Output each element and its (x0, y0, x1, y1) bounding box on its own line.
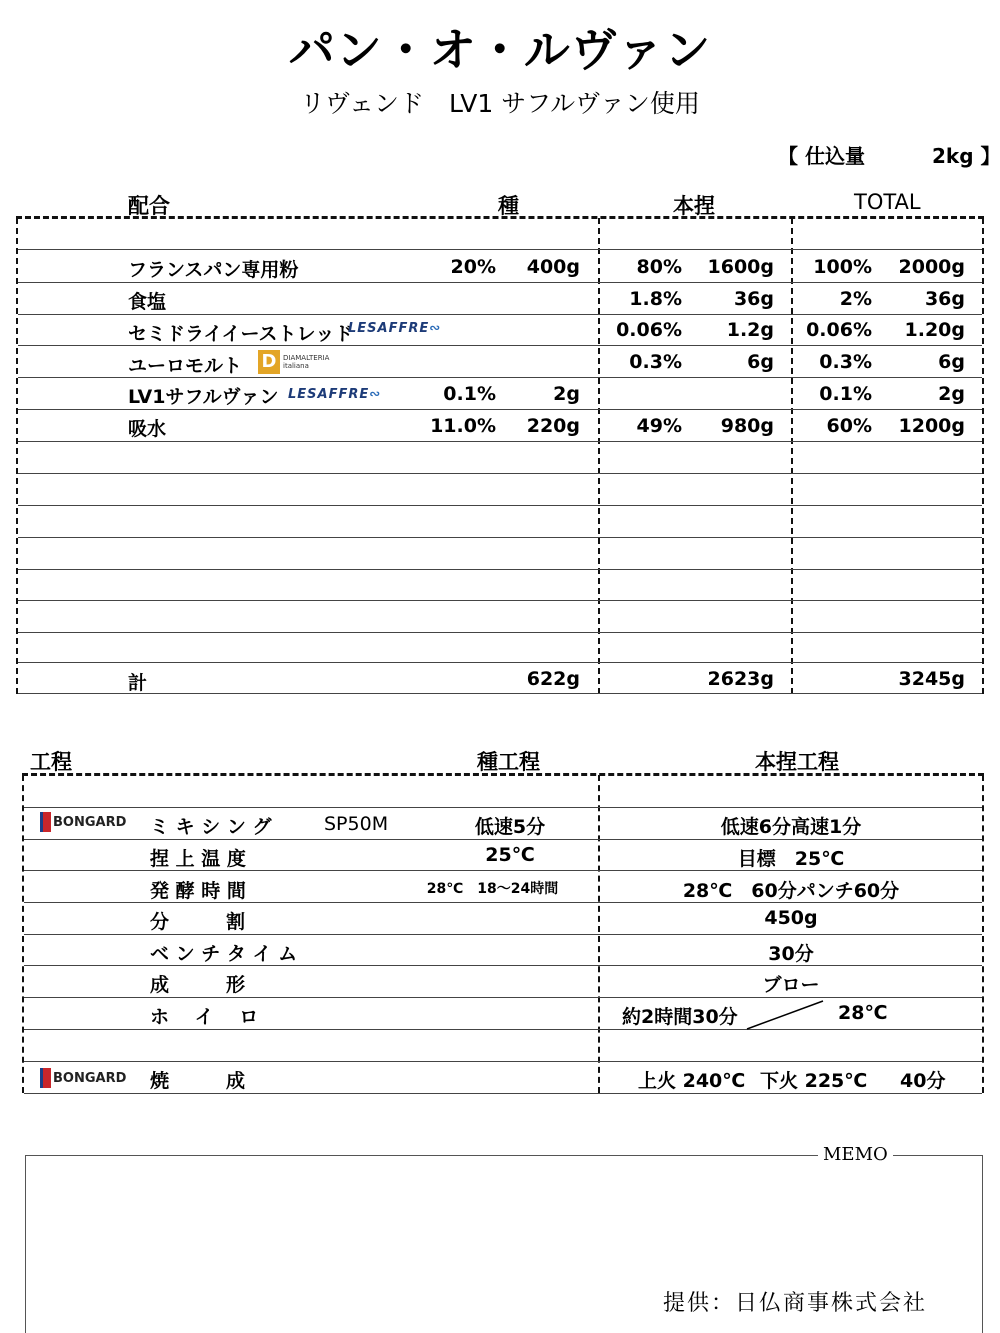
main-weight: 1.2g (726, 319, 774, 341)
starter-weight: 220g (526, 415, 580, 437)
starter-process: 25℃ (485, 844, 535, 866)
total-weight: 2000g (898, 256, 965, 278)
starter-process: 28℃ 18～24時間 (426, 881, 559, 897)
process-right-border (982, 775, 984, 1093)
formula-line (18, 569, 982, 570)
process-col-starter: 種工程 (477, 750, 540, 774)
process-line (24, 807, 982, 808)
bottom-heat: 下火 225℃ (760, 1070, 868, 1092)
total-weight: 36g (924, 288, 965, 310)
diamalteria-mark-icon: D (258, 350, 280, 374)
process-col-main: 本捏工程 (755, 750, 839, 774)
process-line (24, 1061, 982, 1062)
main-process: 目標 25℃ (737, 848, 845, 870)
starter-process: 低速5分 (474, 816, 546, 838)
starter-pct: 11.0% (430, 415, 496, 437)
step-name: 捏 上 温 度 (150, 848, 246, 870)
main-process: 450g (764, 907, 818, 929)
main-weight: 980g (720, 415, 774, 437)
formula-line (18, 600, 982, 601)
starter-weight: 400g (526, 256, 580, 278)
top-heat: 上火 240℃ (638, 1070, 746, 1092)
formula-line (18, 473, 982, 474)
formula-line (18, 505, 982, 506)
step-name: ミ キ シ ン グ (150, 816, 272, 838)
bongard-mark-icon (40, 1068, 51, 1088)
step-name: ホ イ ロ (150, 1006, 259, 1028)
ingredient-name: LV1サフルヴァン (128, 386, 279, 408)
total-pct: 60% (826, 415, 872, 437)
main-total: 2623g (707, 668, 774, 690)
batch-label: 【 仕込量 (778, 144, 865, 168)
lesaffre-logo: LESAFFRE∾ (288, 387, 382, 402)
provider-credit: 提供：日仏商事株式会社 (663, 1291, 928, 1316)
total-pct: 0.3% (819, 351, 872, 373)
process-line (24, 934, 982, 935)
lesaffre-logo: LESAFFRE∾ (348, 321, 442, 336)
ingredient-name: フランスパン専用粉 (128, 259, 299, 281)
formula-divider-1 (598, 218, 600, 694)
main-process: 低速6分高速1分 (720, 816, 862, 838)
formula-col-ingredient: 配合 (128, 194, 170, 218)
starter-weight: 2g (553, 383, 580, 405)
page-subtitle: リヴェンド LV1 サフルヴァン使用 (300, 89, 700, 118)
main-pct: 49% (636, 415, 682, 437)
process-line (24, 1093, 982, 1094)
formula-col-main: 本捏 (673, 194, 715, 218)
diamalteria-logo: D DIAMALTERIA italiana (258, 350, 329, 374)
formula-line (18, 632, 982, 633)
proof-temp: 28℃ (838, 1002, 888, 1024)
bongard-mark-icon (40, 812, 51, 832)
page-title: パン・オ・ルヴァン (288, 23, 712, 77)
starter-pct: 20% (450, 256, 496, 278)
formula-col-starter: 種 (498, 194, 519, 218)
proof-time: 約2時間30分 (622, 1006, 738, 1028)
grand-total: 3245g (898, 668, 965, 690)
formula-line (18, 249, 982, 250)
main-pct: 1.8% (629, 288, 682, 310)
main-weight: 36g (733, 288, 774, 310)
memo-label: MEMO (818, 1144, 893, 1165)
step-name: 分 割 (150, 911, 246, 933)
ingredient-name: セミドライイーストレッド (128, 323, 354, 345)
process-line (24, 997, 982, 998)
bongard-logo: BONGARD (40, 1068, 126, 1088)
totals-label: 計 (128, 672, 148, 694)
diagonal-divider (745, 998, 825, 1032)
total-weight: 6g (938, 351, 965, 373)
total-pct: 0.1% (819, 383, 872, 405)
process-line (24, 839, 982, 840)
main-pct: 0.06% (616, 319, 682, 341)
bongard-logo: BONGARD (40, 812, 126, 832)
ingredient-name: 吸水 (128, 418, 167, 440)
ingredient-name: 食塩 (128, 291, 167, 313)
starter-total: 622g (526, 668, 580, 690)
formula-col-total: TOTAL (854, 190, 921, 214)
formula-line (18, 662, 982, 663)
formula-divider-2 (791, 218, 793, 694)
formula-line (18, 409, 982, 410)
formula-line (18, 441, 982, 442)
formula-line (18, 537, 982, 538)
step-name: 発 酵 時 間 (150, 880, 246, 902)
process-top-border (22, 773, 984, 776)
total-pct: 0.06% (806, 319, 872, 341)
formula-line (18, 314, 982, 315)
ingredient-name: ユーロモルト (128, 355, 243, 377)
main-weight: 6g (747, 351, 774, 373)
main-weight: 1600g (707, 256, 774, 278)
main-process: 30分 (768, 943, 814, 965)
process-col-step: 工程 (30, 750, 72, 774)
total-weight: 1.20g (904, 319, 965, 341)
process-line (24, 1029, 982, 1030)
main-pct: 0.3% (629, 351, 682, 373)
total-pct: 2% (839, 288, 872, 310)
formula-left-border (16, 218, 18, 694)
batch-value: 2kg 】 (932, 144, 1000, 168)
main-process: 28℃ 60分パンチ60分 (682, 880, 900, 902)
formula-top-border (16, 216, 984, 219)
starter-pct: 0.1% (443, 383, 496, 405)
formula-line (18, 282, 982, 283)
formula-line (18, 693, 982, 694)
main-pct: 80% (636, 256, 682, 278)
total-pct: 100% (813, 256, 872, 278)
main-process: ブロー (762, 974, 820, 996)
total-weight: 2g (938, 383, 965, 405)
bake-time: 40分 (900, 1070, 946, 1092)
total-weight: 1200g (898, 415, 965, 437)
formula-right-border (982, 218, 984, 694)
step-name: 成 形 (150, 974, 246, 996)
step-name: 焼 成 (150, 1070, 246, 1092)
machine-name: SP50M (324, 813, 389, 835)
step-name: ベ ン チ タ イ ム (150, 943, 298, 965)
